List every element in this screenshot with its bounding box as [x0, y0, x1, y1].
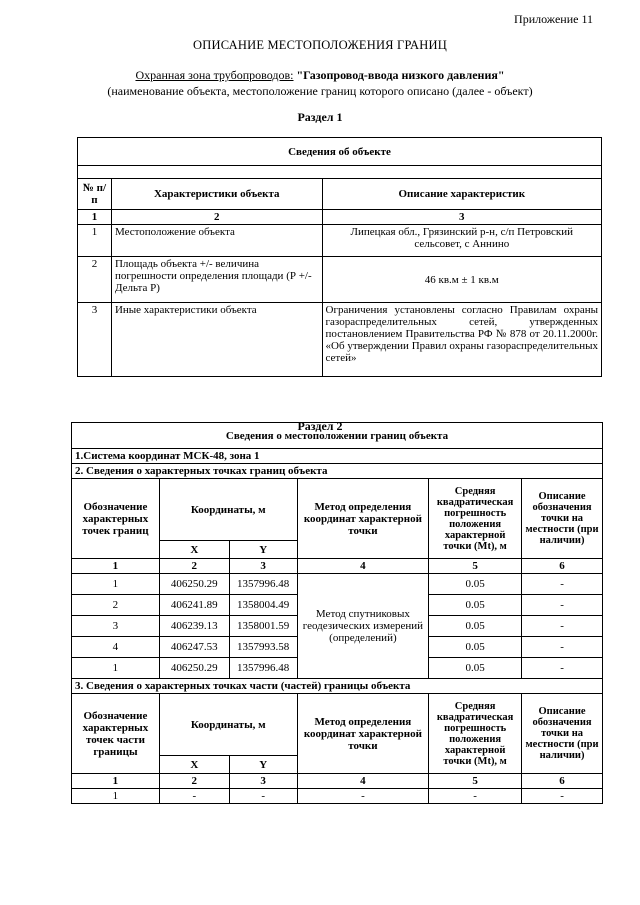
object-zone-prefix: Охранная зона трубопроводов: — [135, 68, 294, 82]
index-cell: 2 — [159, 559, 229, 574]
row-description: 46 кв.м ± 1 кв.м — [322, 257, 601, 303]
table-row — [78, 257, 602, 303]
col-header-x: X — [159, 541, 229, 559]
part-point-description: - — [522, 789, 603, 804]
point-error: 0.05 — [429, 637, 522, 658]
col-header-point-description: Описание обозначения точки на местности (при наличии) — [522, 694, 603, 774]
row-description: Ограничения установлены согласно Правилам охраны газораспределительных сетей, утвержденных постановлением Правительства РФ № 878 от 20.11.2000г. «Об утверждении Правил охраны газораспределительных сетей» — [322, 303, 601, 377]
point-y: 1357993.58 — [229, 637, 297, 658]
point-description: - — [522, 574, 603, 595]
index-cell: 5 — [429, 774, 522, 789]
col-header-method: Метод определения координат характерной точки — [297, 694, 429, 774]
point-x: 406241.89 — [159, 595, 229, 616]
section2-heading: Раздел 2 — [297, 419, 343, 433]
point-id: 3 — [72, 616, 160, 637]
part-point-id: 1 — [72, 789, 160, 804]
table-row — [72, 574, 603, 595]
point-y: 1357996.48 — [229, 658, 297, 679]
part2-title: 2. Сведения о характерных точках границ объекта — [72, 464, 603, 479]
index-cell: 1 — [72, 559, 160, 574]
point-error: 0.05 — [429, 574, 522, 595]
point-error: 0.05 — [429, 658, 522, 679]
row-characteristic: Местоположение объекта — [111, 225, 322, 257]
section1-heading: Раздел 1 — [297, 110, 343, 124]
point-y: 1358001.59 — [229, 616, 297, 637]
col-header-x: X — [159, 756, 229, 774]
object-info-table — [77, 137, 602, 377]
blank-row — [78, 166, 602, 179]
part-point-x: - — [159, 789, 229, 804]
point-description: - — [522, 616, 603, 637]
point-y: 1357996.48 — [229, 574, 297, 595]
col-header-num: № п/п — [78, 179, 112, 210]
object-note: (наименование объекта, местоположение границ которого описано (далее - объект) — [107, 84, 533, 98]
object-zone-name: "Газопровод-ввода низкого давления" — [296, 68, 505, 82]
col-header-y: Y — [229, 756, 297, 774]
point-x: 406250.29 — [159, 574, 229, 595]
col-header-point-part: Обозначение характерных точек части границы — [72, 694, 160, 774]
index-cell: 4 — [297, 559, 429, 574]
point-description: - — [522, 637, 603, 658]
col-header-error: Средняя квадратическая погрешность положения характерной точки (Mt), м — [429, 479, 522, 559]
point-id: 4 — [72, 637, 160, 658]
col-header-method: Метод определения координат характерной точки — [297, 479, 429, 559]
part3-title: 3. Сведения о характерных точках части (частей) границы объекта — [72, 679, 603, 694]
col-header-coordinates: Координаты, м — [159, 694, 297, 756]
point-error: 0.05 — [429, 595, 522, 616]
col-header-point: Обозначение характерных точек границ — [72, 479, 160, 559]
point-description: - — [522, 595, 603, 616]
index-cell: 3 — [229, 559, 297, 574]
point-method: Метод спутниковых геодезических измерений (определений) — [297, 574, 429, 679]
col-header-y: Y — [229, 541, 297, 559]
index-cell: 2 — [111, 210, 322, 225]
index-cell: 2 — [159, 774, 229, 789]
index-cell: 1 — [72, 774, 160, 789]
index-cell: 6 — [522, 559, 603, 574]
point-error: 0.05 — [429, 616, 522, 637]
boundary-table — [71, 422, 603, 804]
point-x: 406250.29 — [159, 658, 229, 679]
col-header-characteristics: Характеристики объекта — [111, 179, 322, 210]
coordinate-system: 1.Система координат МСК-48, зона 1 — [72, 449, 603, 464]
part-point-y: - — [229, 789, 297, 804]
index-cell: 5 — [429, 559, 522, 574]
index-cell: 3 — [322, 210, 601, 225]
point-x: 406239.13 — [159, 616, 229, 637]
col-header-coordinates: Координаты, м — [159, 479, 297, 541]
row-characteristic: Иные характеристики объекта — [111, 303, 322, 377]
document-title: ОПИСАНИЕ МЕСТОПОЛОЖЕНИЯ ГРАНИЦ — [193, 38, 447, 52]
index-cell: 3 — [229, 774, 297, 789]
table-row — [78, 303, 602, 377]
col-header-point-description: Описание обозначения точки на местности (при наличии) — [522, 479, 603, 559]
point-id: 1 — [72, 574, 160, 595]
point-y: 1358004.49 — [229, 595, 297, 616]
index-cell: 1 — [78, 210, 112, 225]
point-x: 406247.53 — [159, 637, 229, 658]
part-point-method: - — [297, 789, 429, 804]
point-id: 1 — [72, 658, 160, 679]
point-description: - — [522, 658, 603, 679]
col-header-description: Описание характеристик — [322, 179, 601, 210]
object-name — [0, 68, 640, 83]
boundary-table-title: Сведения о местоположении границ объекта — [72, 423, 603, 449]
index-cell: 4 — [297, 774, 429, 789]
index-cell: 6 — [522, 774, 603, 789]
appendix-label: Приложение 11 — [514, 12, 593, 26]
row-num: 2 — [78, 257, 112, 303]
object-info-title: Сведения об объекте — [78, 138, 602, 166]
part-point-error: - — [429, 789, 522, 804]
row-num: 3 — [78, 303, 112, 377]
row-num: 1 — [78, 225, 112, 257]
col-header-error: Средняя квадратическая погрешность положения характерной точки (Mt), м — [429, 694, 522, 774]
row-description: Липецкая обл., Грязинский р-н, с/п Петровский сельсовет, с Аннино — [322, 225, 601, 257]
table-row — [72, 789, 603, 804]
point-id: 2 — [72, 595, 160, 616]
table-row — [78, 225, 602, 257]
row-characteristic: Площадь объекта +/- величина погрешности определения площади (Р +/- Дельта Р) — [111, 257, 322, 303]
